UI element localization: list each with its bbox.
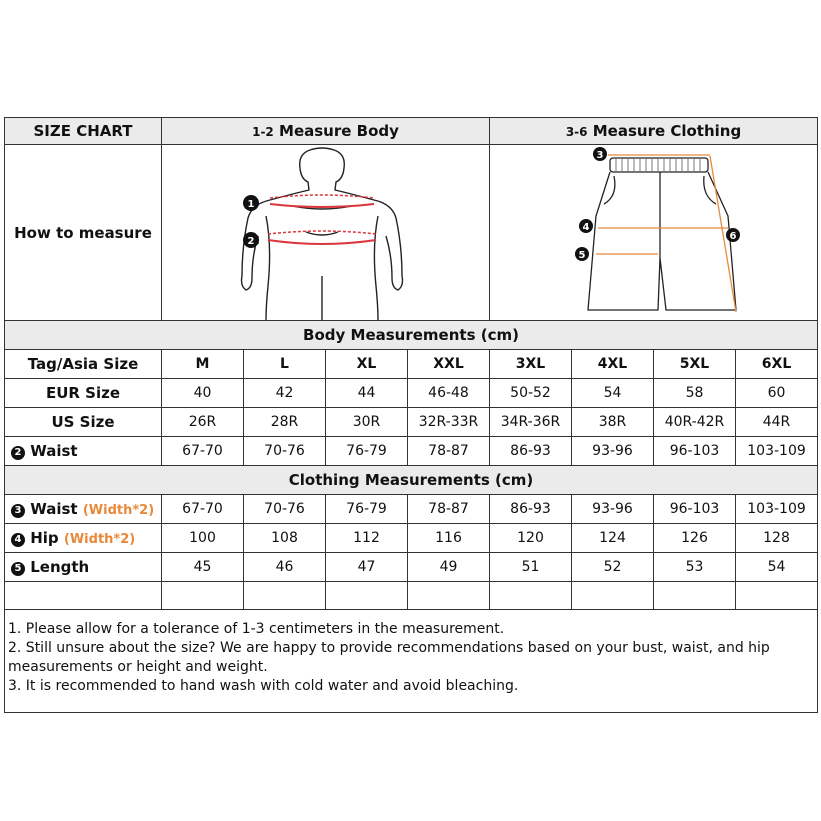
value-cell: 93-96 <box>572 437 654 466</box>
value-cell: 42 <box>244 379 326 408</box>
clothing-length-label: 5 Length <box>5 553 162 582</box>
body-marker-2 <box>243 232 259 248</box>
row-label: US Size <box>5 408 162 437</box>
size-cell: 4XL <box>572 350 654 379</box>
empty-cell <box>572 582 654 610</box>
size-cell: L <box>244 350 326 379</box>
clothing-length-row <box>5 553 818 582</box>
value-cell: 30R <box>326 408 408 437</box>
body-waist-row <box>5 437 818 466</box>
measure-clothing-header <box>490 118 818 145</box>
body-diagram <box>162 146 484 320</box>
size-table <box>4 117 818 610</box>
value-cell: 100 <box>162 524 244 553</box>
value-cell: 93-96 <box>572 495 654 524</box>
clothing-waist-row <box>5 495 818 524</box>
value-cell: 49 <box>408 553 490 582</box>
svg-text:2: 2 <box>247 235 255 247</box>
size-cell: 3XL <box>490 350 572 379</box>
svg-text:6: 6 <box>729 230 737 242</box>
waistband-ribs <box>616 159 700 171</box>
value-cell: 124 <box>572 524 654 553</box>
value-cell: 86-93 <box>490 495 572 524</box>
value-cell: 52 <box>572 553 654 582</box>
size-chart <box>4 117 818 713</box>
svg-text:4: 4 <box>582 221 590 233</box>
how-to-measure-row <box>5 145 818 321</box>
body-diagram-cell <box>162 145 490 321</box>
measure-clothing-steps: 3-6 <box>565 125 588 139</box>
value-cell: 86-93 <box>490 437 572 466</box>
measure-body-steps: 1-2 <box>252 125 274 139</box>
size-cell: XXL <box>408 350 490 379</box>
body-marker-1 <box>243 195 259 211</box>
width-note: (Width*2) <box>82 503 155 518</box>
body-measure-lines <box>268 195 376 244</box>
size-row <box>5 350 818 379</box>
value-cell: 40R-42R <box>654 408 736 437</box>
value-cell: 96-103 <box>654 495 736 524</box>
measure-body-label: Measure Body <box>279 122 399 140</box>
measure-clothing-label: Measure Clothing <box>592 122 742 140</box>
body-section-title: Body Measurements (cm) <box>5 321 818 350</box>
value-cell: 128 <box>736 524 818 553</box>
value-cell: 76-79 <box>326 495 408 524</box>
value-cell: 103-109 <box>736 495 818 524</box>
marker-4-icon: 4 <box>11 533 25 547</box>
value-cell: 44 <box>326 379 408 408</box>
clothing-section-header <box>5 466 818 495</box>
value-cell: 96-103 <box>654 437 736 466</box>
shorts-diagram <box>490 146 818 320</box>
clothing-waist-label: 3 Waist (Width*2) <box>5 495 162 524</box>
value-cell: 54 <box>736 553 818 582</box>
value-cell: 70-76 <box>244 495 326 524</box>
value-cell: 78-87 <box>408 495 490 524</box>
eur-size-row <box>5 379 818 408</box>
size-cell: 6XL <box>736 350 818 379</box>
value-cell: 44R <box>736 408 818 437</box>
body-waist-label: 2 Waist <box>5 437 162 466</box>
value-cell: 112 <box>326 524 408 553</box>
clothing-diagram-cell <box>490 145 818 321</box>
value-cell: 46-48 <box>408 379 490 408</box>
marker-5-icon: 5 <box>11 562 25 576</box>
size-chart-title: SIZE CHART <box>5 118 162 145</box>
note-item: 1. Please allow for a tolerance of 1-3 centimeters in the measurement. <box>8 621 505 637</box>
empty-cell <box>162 582 244 610</box>
note-item: 2. Still unsure about the size? We are happy to provide recommendations based on your bust, waist, and hip measurements or height and weight. <box>8 640 770 675</box>
value-cell: 126 <box>654 524 736 553</box>
size-cell: XL <box>326 350 408 379</box>
value-cell: 78-87 <box>408 437 490 466</box>
value-cell: 50-52 <box>490 379 572 408</box>
svg-text:1: 1 <box>247 198 255 210</box>
row-label: EUR Size <box>5 379 162 408</box>
value-cell: 76-79 <box>326 437 408 466</box>
clothing-hip-label: 4 Hip (Width*2) <box>5 524 162 553</box>
value-cell: 34R-36R <box>490 408 572 437</box>
clothing-measure-lines <box>596 155 736 312</box>
clothing-hip-row <box>5 524 818 553</box>
value-cell: 108 <box>244 524 326 553</box>
body-outline <box>242 148 403 320</box>
value-cell: 58 <box>654 379 736 408</box>
marker-3-icon: 3 <box>11 504 25 518</box>
us-size-row <box>5 408 818 437</box>
empty-cell <box>490 582 572 610</box>
clothing-marker-5 <box>575 247 589 261</box>
value-cell: 51 <box>490 553 572 582</box>
value-cell: 45 <box>162 553 244 582</box>
clothing-marker-6 <box>726 228 740 242</box>
clothing-marker-4 <box>579 219 593 233</box>
value-cell: 67-70 <box>162 495 244 524</box>
marker-2-icon: 2 <box>11 446 25 460</box>
empty-cell <box>736 582 818 610</box>
measure-body-header <box>162 118 490 145</box>
value-cell: 60 <box>736 379 818 408</box>
body-section-header <box>5 321 818 350</box>
size-cell: 5XL <box>654 350 736 379</box>
empty-cell <box>654 582 736 610</box>
clothing-section-title: Clothing Measurements (cm) <box>5 466 818 495</box>
value-cell: 116 <box>408 524 490 553</box>
note-item: 3. It is recommended to hand wash with cold water and avoid bleaching. <box>8 678 519 694</box>
value-cell: 28R <box>244 408 326 437</box>
empty-cell <box>326 582 408 610</box>
svg-text:3: 3 <box>596 149 604 161</box>
value-cell: 54 <box>572 379 654 408</box>
size-cell: M <box>162 350 244 379</box>
empty-cell <box>5 582 162 610</box>
svg-text:5: 5 <box>578 249 586 261</box>
width-note: (Width*2) <box>63 532 136 547</box>
empty-cell <box>408 582 490 610</box>
how-to-measure-label: How to measure <box>5 145 162 321</box>
value-cell: 67-70 <box>162 437 244 466</box>
value-cell: 47 <box>326 553 408 582</box>
value-cell: 103-109 <box>736 437 818 466</box>
size-row-label: Tag/Asia Size <box>5 350 162 379</box>
header-row <box>5 118 818 145</box>
value-cell: 46 <box>244 553 326 582</box>
notes-box <box>4 610 818 713</box>
value-cell: 120 <box>490 524 572 553</box>
value-cell: 26R <box>162 408 244 437</box>
empty-cell <box>244 582 326 610</box>
value-cell: 40 <box>162 379 244 408</box>
value-cell: 70-76 <box>244 437 326 466</box>
clothing-marker-3 <box>593 147 607 161</box>
value-cell: 53 <box>654 553 736 582</box>
value-cell: 32R-33R <box>408 408 490 437</box>
value-cell: 38R <box>572 408 654 437</box>
empty-row <box>5 582 818 610</box>
